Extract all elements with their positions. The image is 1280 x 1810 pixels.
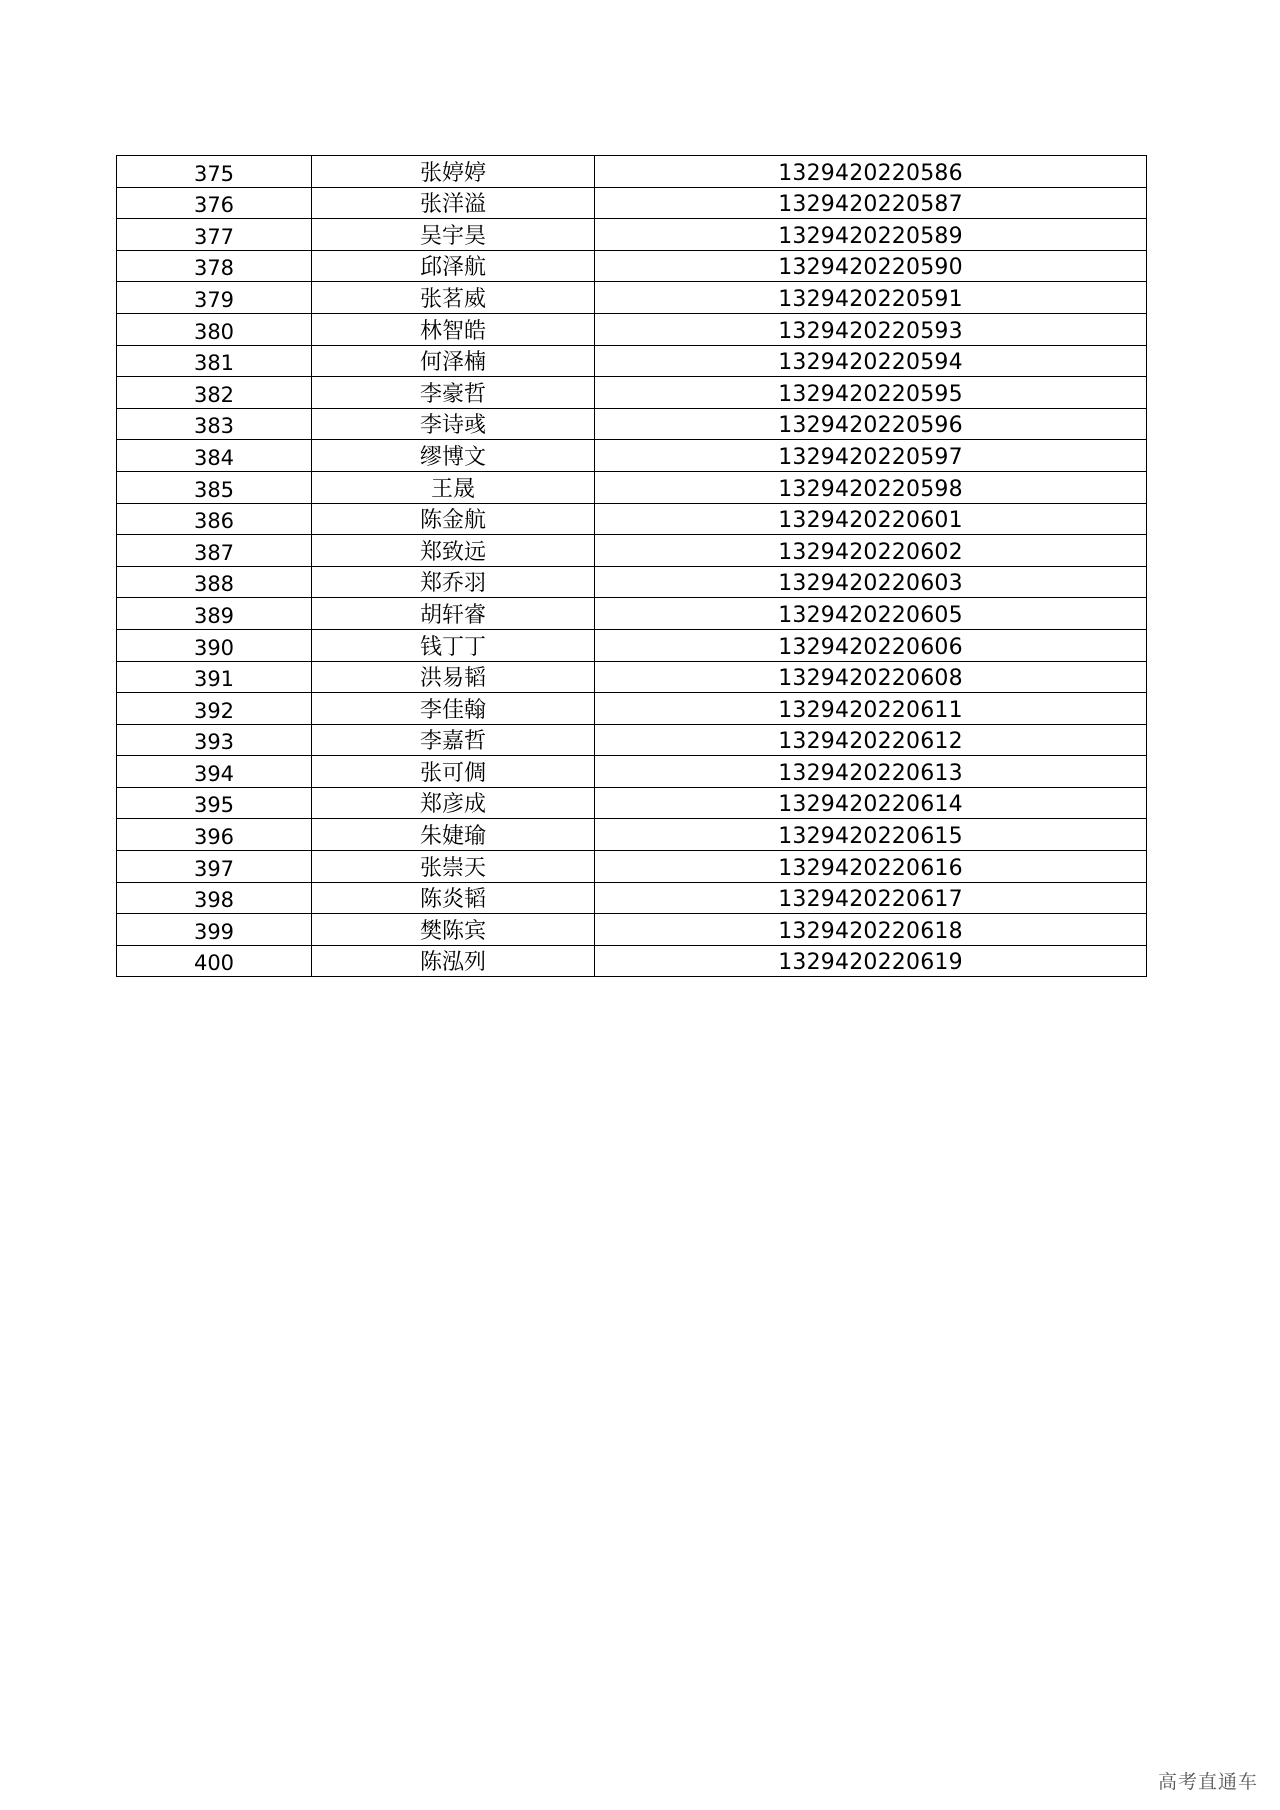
row-number-cell: 379 (117, 282, 312, 314)
student-name-cell: 王晟 (312, 471, 595, 503)
exam-id-cell: 1329420220598 (595, 471, 1147, 503)
row-number-cell: 390 (117, 629, 312, 661)
exam-id-cell: 1329420220619 (595, 945, 1147, 977)
row-number-cell: 400 (117, 945, 312, 977)
row-number-cell: 393 (117, 724, 312, 756)
table-row (117, 156, 1147, 188)
row-number-cell: 380 (117, 313, 312, 345)
table-row (117, 250, 1147, 282)
exam-id-cell: 1329420220605 (595, 598, 1147, 630)
row-number-cell: 388 (117, 566, 312, 598)
exam-id-cell: 1329420220615 (595, 819, 1147, 851)
roster-table (116, 155, 1147, 977)
row-number-cell: 382 (117, 377, 312, 409)
table-row (117, 282, 1147, 314)
table-row (117, 408, 1147, 440)
student-name-cell: 张崇天 (312, 851, 595, 883)
exam-id-cell: 1329420220594 (595, 345, 1147, 377)
exam-id-cell: 1329420220611 (595, 693, 1147, 725)
exam-id-cell: 1329420220593 (595, 313, 1147, 345)
exam-id-cell: 1329420220596 (595, 408, 1147, 440)
student-name-cell: 郑致远 (312, 535, 595, 567)
student-name-cell: 郑乔羽 (312, 566, 595, 598)
table-row (117, 535, 1147, 567)
student-name-cell: 胡轩睿 (312, 598, 595, 630)
exam-id-cell: 1329420220589 (595, 219, 1147, 251)
row-number-cell: 389 (117, 598, 312, 630)
table-row (117, 313, 1147, 345)
row-number-cell: 375 (117, 156, 312, 188)
roster-table-body (117, 156, 1147, 977)
table-row (117, 345, 1147, 377)
student-name-cell: 洪易韬 (312, 661, 595, 693)
table-row (117, 851, 1147, 883)
student-name-cell: 李诗彧 (312, 408, 595, 440)
exam-id-cell: 1329420220587 (595, 187, 1147, 219)
exam-id-cell: 1329420220614 (595, 787, 1147, 819)
table-row (117, 882, 1147, 914)
table-row (117, 187, 1147, 219)
exam-id-cell: 1329420220613 (595, 756, 1147, 788)
student-name-cell: 张茗威 (312, 282, 595, 314)
student-name-cell: 樊陈宾 (312, 914, 595, 946)
student-name-cell: 张洋溢 (312, 187, 595, 219)
student-name-cell: 朱婕瑜 (312, 819, 595, 851)
student-name-cell: 李佳翰 (312, 693, 595, 725)
row-number-cell: 387 (117, 535, 312, 567)
student-name-cell: 缪博文 (312, 440, 595, 472)
student-name-cell: 张可倜 (312, 756, 595, 788)
student-name-cell: 邱泽航 (312, 250, 595, 282)
student-name-cell: 吴宇昊 (312, 219, 595, 251)
table-row (117, 377, 1147, 409)
student-name-cell: 李嘉哲 (312, 724, 595, 756)
student-name-cell: 何泽楠 (312, 345, 595, 377)
row-number-cell: 398 (117, 882, 312, 914)
row-number-cell: 395 (117, 787, 312, 819)
row-number-cell: 383 (117, 408, 312, 440)
row-number-cell: 384 (117, 440, 312, 472)
row-number-cell: 381 (117, 345, 312, 377)
exam-id-cell: 1329420220616 (595, 851, 1147, 883)
row-number-cell: 378 (117, 250, 312, 282)
student-name-cell: 李豪哲 (312, 377, 595, 409)
row-number-cell: 386 (117, 503, 312, 535)
student-name-cell: 郑彦成 (312, 787, 595, 819)
row-number-cell: 397 (117, 851, 312, 883)
exam-id-cell: 1329420220601 (595, 503, 1147, 535)
exam-id-cell: 1329420220597 (595, 440, 1147, 472)
exam-id-cell: 1329420220591 (595, 282, 1147, 314)
student-name-cell: 陈泓列 (312, 945, 595, 977)
table-row (117, 914, 1147, 946)
watermark: 高考直通车 (1157, 1771, 1258, 1793)
student-name-cell: 陈炎韬 (312, 882, 595, 914)
student-name-cell: 陈金航 (312, 503, 595, 535)
exam-id-cell: 1329420220586 (595, 156, 1147, 188)
row-number-cell: 391 (117, 661, 312, 693)
exam-id-cell: 1329420220617 (595, 882, 1147, 914)
row-number-cell: 392 (117, 693, 312, 725)
row-number-cell: 396 (117, 819, 312, 851)
table-row (117, 503, 1147, 535)
exam-id-cell: 1329420220603 (595, 566, 1147, 598)
table-row (117, 566, 1147, 598)
row-number-cell: 376 (117, 187, 312, 219)
table-row (117, 661, 1147, 693)
table-row (117, 219, 1147, 251)
table-row (117, 724, 1147, 756)
exam-id-cell: 1329420220590 (595, 250, 1147, 282)
student-name-cell: 钱丁丁 (312, 629, 595, 661)
table-row (117, 756, 1147, 788)
table-row (117, 945, 1147, 977)
exam-id-cell: 1329420220612 (595, 724, 1147, 756)
table-row (117, 693, 1147, 725)
row-number-cell: 385 (117, 471, 312, 503)
row-number-cell: 394 (117, 756, 312, 788)
row-number-cell: 399 (117, 914, 312, 946)
exam-id-cell: 1329420220595 (595, 377, 1147, 409)
table-row (117, 819, 1147, 851)
table-row (117, 598, 1147, 630)
exam-id-cell: 1329420220606 (595, 629, 1147, 661)
table-row (117, 629, 1147, 661)
table-row (117, 787, 1147, 819)
table-row (117, 471, 1147, 503)
student-name-cell: 林智皓 (312, 313, 595, 345)
exam-id-cell: 1329420220602 (595, 535, 1147, 567)
row-number-cell: 377 (117, 219, 312, 251)
exam-id-cell: 1329420220608 (595, 661, 1147, 693)
exam-id-cell: 1329420220618 (595, 914, 1147, 946)
student-name-cell: 张婷婷 (312, 156, 595, 188)
table-row (117, 440, 1147, 472)
